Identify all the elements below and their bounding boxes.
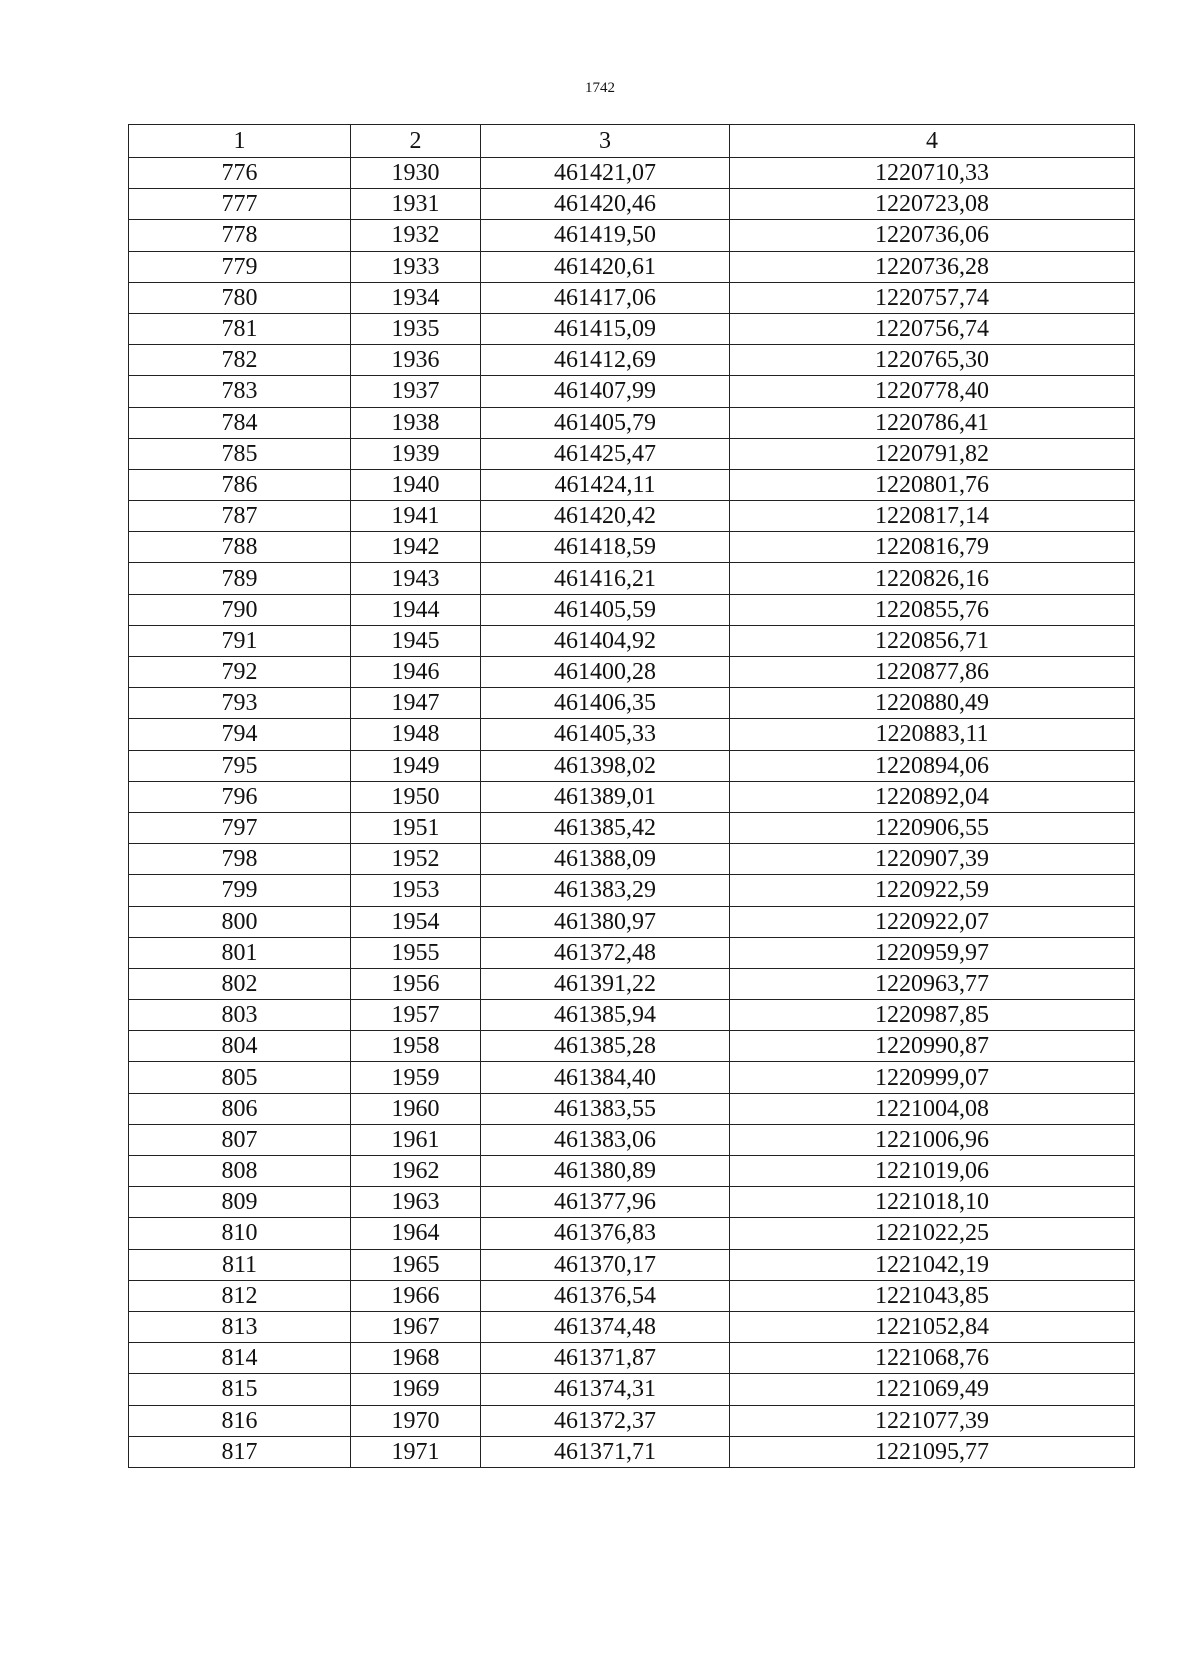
point-number-cell: 803 (129, 1000, 351, 1031)
point-number-cell: 809 (129, 1187, 351, 1218)
x-coordinate-cell: 461405,79 (481, 407, 730, 438)
point-number-cell: 787 (129, 501, 351, 532)
y-coordinate-cell: 1221077,39 (730, 1405, 1135, 1436)
y-coordinate-cell: 1220816,79 (730, 532, 1135, 563)
point-id-cell: 1953 (351, 875, 481, 906)
point-id-cell: 1961 (351, 1124, 481, 1155)
x-coordinate-cell: 461389,01 (481, 781, 730, 812)
y-coordinate-cell: 1221043,85 (730, 1280, 1135, 1311)
y-coordinate-cell: 1220922,07 (730, 906, 1135, 937)
table-row (129, 1374, 1135, 1405)
point-number-cell: 791 (129, 625, 351, 656)
x-coordinate-cell: 461416,21 (481, 563, 730, 594)
point-id-cell: 1966 (351, 1280, 481, 1311)
y-coordinate-cell: 1220723,08 (730, 189, 1135, 220)
table-row (129, 750, 1135, 781)
table-row (129, 1031, 1135, 1062)
point-id-cell: 1934 (351, 282, 481, 313)
table-row (129, 1062, 1135, 1093)
x-coordinate-cell: 461372,48 (481, 937, 730, 968)
point-id-cell: 1948 (351, 719, 481, 750)
table-row (129, 1436, 1135, 1467)
y-coordinate-cell: 1221052,84 (730, 1311, 1135, 1342)
point-number-cell: 795 (129, 750, 351, 781)
point-number-cell: 785 (129, 438, 351, 469)
x-coordinate-cell: 461385,28 (481, 1031, 730, 1062)
point-id-cell: 1968 (351, 1343, 481, 1374)
y-coordinate-cell: 1220817,14 (730, 501, 1135, 532)
x-coordinate-cell: 461405,33 (481, 719, 730, 750)
point-id-cell: 1969 (351, 1374, 481, 1405)
point-number-cell: 789 (129, 563, 351, 594)
point-number-cell: 810 (129, 1218, 351, 1249)
y-coordinate-cell: 1220922,59 (730, 875, 1135, 906)
column-header-1: 1 (129, 125, 351, 158)
point-id-cell: 1962 (351, 1156, 481, 1187)
y-coordinate-cell: 1221006,96 (730, 1124, 1135, 1155)
x-coordinate-cell: 461419,50 (481, 220, 730, 251)
x-coordinate-cell: 461412,69 (481, 345, 730, 376)
y-coordinate-cell: 1220801,76 (730, 469, 1135, 500)
point-number-cell: 790 (129, 594, 351, 625)
y-coordinate-cell: 1220892,04 (730, 781, 1135, 812)
y-coordinate-cell: 1221095,77 (730, 1436, 1135, 1467)
column-header-4: 4 (730, 125, 1135, 158)
table-row (129, 407, 1135, 438)
y-coordinate-cell: 1221022,25 (730, 1218, 1135, 1249)
point-id-cell: 1940 (351, 469, 481, 500)
x-coordinate-cell: 461415,09 (481, 313, 730, 344)
point-id-cell: 1950 (351, 781, 481, 812)
y-coordinate-cell: 1220987,85 (730, 1000, 1135, 1031)
x-coordinate-cell: 461420,61 (481, 251, 730, 282)
table-row (129, 469, 1135, 500)
point-id-cell: 1967 (351, 1311, 481, 1342)
point-id-cell: 1945 (351, 625, 481, 656)
x-coordinate-cell: 461391,22 (481, 968, 730, 999)
point-number-cell: 777 (129, 189, 351, 220)
point-number-cell: 793 (129, 688, 351, 719)
table-row (129, 812, 1135, 843)
point-id-cell: 1963 (351, 1187, 481, 1218)
x-coordinate-cell: 461371,87 (481, 1343, 730, 1374)
y-coordinate-cell: 1220710,33 (730, 158, 1135, 189)
y-coordinate-cell: 1221004,08 (730, 1093, 1135, 1124)
point-id-cell: 1946 (351, 657, 481, 688)
x-coordinate-cell: 461425,47 (481, 438, 730, 469)
table-header-row (129, 125, 1135, 158)
table-row (129, 625, 1135, 656)
table-row (129, 189, 1135, 220)
x-coordinate-cell: 461374,31 (481, 1374, 730, 1405)
point-id-cell: 1942 (351, 532, 481, 563)
point-number-cell: 796 (129, 781, 351, 812)
y-coordinate-cell: 1220855,76 (730, 594, 1135, 625)
y-coordinate-cell: 1220963,77 (730, 968, 1135, 999)
point-id-cell: 1949 (351, 750, 481, 781)
y-coordinate-cell: 1220778,40 (730, 376, 1135, 407)
y-coordinate-cell: 1221019,06 (730, 1156, 1135, 1187)
x-coordinate-cell: 461376,83 (481, 1218, 730, 1249)
point-id-cell: 1931 (351, 189, 481, 220)
point-id-cell: 1935 (351, 313, 481, 344)
point-number-cell: 813 (129, 1311, 351, 1342)
y-coordinate-cell: 1221018,10 (730, 1187, 1135, 1218)
y-coordinate-cell: 1220906,55 (730, 812, 1135, 843)
table-row (129, 1124, 1135, 1155)
point-id-cell: 1954 (351, 906, 481, 937)
point-number-cell: 808 (129, 1156, 351, 1187)
table-row (129, 875, 1135, 906)
table-row (129, 1093, 1135, 1124)
table-row (129, 1311, 1135, 1342)
point-number-cell: 806 (129, 1093, 351, 1124)
point-number-cell: 782 (129, 345, 351, 376)
point-id-cell: 1944 (351, 594, 481, 625)
table-row (129, 532, 1135, 563)
table-row (129, 345, 1135, 376)
y-coordinate-cell: 1220791,82 (730, 438, 1135, 469)
point-number-cell: 807 (129, 1124, 351, 1155)
point-number-cell: 783 (129, 376, 351, 407)
y-coordinate-cell: 1220907,39 (730, 844, 1135, 875)
x-coordinate-cell: 461398,02 (481, 750, 730, 781)
y-coordinate-cell: 1220736,06 (730, 220, 1135, 251)
point-id-cell: 1933 (351, 251, 481, 282)
table-row (129, 1187, 1135, 1218)
point-id-cell: 1970 (351, 1405, 481, 1436)
point-id-cell: 1952 (351, 844, 481, 875)
point-number-cell: 815 (129, 1374, 351, 1405)
x-coordinate-cell: 461418,59 (481, 532, 730, 563)
point-number-cell: 778 (129, 220, 351, 251)
x-coordinate-cell: 461404,92 (481, 625, 730, 656)
x-coordinate-cell: 461383,29 (481, 875, 730, 906)
point-number-cell: 800 (129, 906, 351, 937)
table-row (129, 688, 1135, 719)
point-number-cell: 798 (129, 844, 351, 875)
x-coordinate-cell: 461407,99 (481, 376, 730, 407)
table-row (129, 376, 1135, 407)
point-number-cell: 792 (129, 657, 351, 688)
table-row (129, 158, 1135, 189)
table-row (129, 501, 1135, 532)
point-id-cell: 1938 (351, 407, 481, 438)
table-row (129, 968, 1135, 999)
point-number-cell: 784 (129, 407, 351, 438)
point-number-cell: 779 (129, 251, 351, 282)
table-body (129, 158, 1135, 1468)
y-coordinate-cell: 1220990,87 (730, 1031, 1135, 1062)
table-row (129, 251, 1135, 282)
point-number-cell: 776 (129, 158, 351, 189)
table-row (129, 719, 1135, 750)
x-coordinate-cell: 461406,35 (481, 688, 730, 719)
x-coordinate-cell: 461385,94 (481, 1000, 730, 1031)
table-row (129, 844, 1135, 875)
point-id-cell: 1941 (351, 501, 481, 532)
x-coordinate-cell: 461384,40 (481, 1062, 730, 1093)
point-id-cell: 1958 (351, 1031, 481, 1062)
table-row (129, 657, 1135, 688)
table-row (129, 563, 1135, 594)
column-header-3: 3 (481, 125, 730, 158)
point-number-cell: 811 (129, 1249, 351, 1280)
point-number-cell: 786 (129, 469, 351, 500)
point-id-cell: 1951 (351, 812, 481, 843)
column-header-2: 2 (351, 125, 481, 158)
point-number-cell: 817 (129, 1436, 351, 1467)
y-coordinate-cell: 1221042,19 (730, 1249, 1135, 1280)
point-number-cell: 794 (129, 719, 351, 750)
point-number-cell: 804 (129, 1031, 351, 1062)
point-id-cell: 1939 (351, 438, 481, 469)
x-coordinate-cell: 461380,89 (481, 1156, 730, 1187)
point-number-cell: 801 (129, 937, 351, 968)
point-number-cell: 802 (129, 968, 351, 999)
x-coordinate-cell: 461371,71 (481, 1436, 730, 1467)
y-coordinate-cell: 1220756,74 (730, 313, 1135, 344)
x-coordinate-cell: 461380,97 (481, 906, 730, 937)
table-row (129, 282, 1135, 313)
table-row (129, 1000, 1135, 1031)
table-row (129, 1343, 1135, 1374)
coordinates-table (128, 124, 1135, 1468)
point-id-cell: 1932 (351, 220, 481, 251)
point-number-cell: 816 (129, 1405, 351, 1436)
page-number: 1742 (585, 80, 615, 96)
point-number-cell: 814 (129, 1343, 351, 1374)
point-id-cell: 1937 (351, 376, 481, 407)
y-coordinate-cell: 1220877,86 (730, 657, 1135, 688)
point-id-cell: 1971 (351, 1436, 481, 1467)
point-number-cell: 781 (129, 313, 351, 344)
x-coordinate-cell: 461421,07 (481, 158, 730, 189)
y-coordinate-cell: 1221069,49 (730, 1374, 1135, 1405)
table-row (129, 1156, 1135, 1187)
x-coordinate-cell: 461383,55 (481, 1093, 730, 1124)
x-coordinate-cell: 461424,11 (481, 469, 730, 500)
table-row (129, 1280, 1135, 1311)
x-coordinate-cell: 461385,42 (481, 812, 730, 843)
y-coordinate-cell: 1220880,49 (730, 688, 1135, 719)
point-id-cell: 1936 (351, 345, 481, 376)
y-coordinate-cell: 1220894,06 (730, 750, 1135, 781)
point-id-cell: 1964 (351, 1218, 481, 1249)
y-coordinate-cell: 1220959,97 (730, 937, 1135, 968)
point-number-cell: 805 (129, 1062, 351, 1093)
table-row (129, 1405, 1135, 1436)
point-number-cell: 788 (129, 532, 351, 563)
y-coordinate-cell: 1220883,11 (730, 719, 1135, 750)
point-number-cell: 780 (129, 282, 351, 313)
point-id-cell: 1959 (351, 1062, 481, 1093)
x-coordinate-cell: 461400,28 (481, 657, 730, 688)
x-coordinate-cell: 461374,48 (481, 1311, 730, 1342)
y-coordinate-cell: 1220786,41 (730, 407, 1135, 438)
table-row (129, 781, 1135, 812)
table-row (129, 937, 1135, 968)
point-id-cell: 1955 (351, 937, 481, 968)
x-coordinate-cell: 461420,46 (481, 189, 730, 220)
point-id-cell: 1957 (351, 1000, 481, 1031)
table-row (129, 438, 1135, 469)
y-coordinate-cell: 1220736,28 (730, 251, 1135, 282)
table-row (129, 313, 1135, 344)
y-coordinate-cell: 1220757,74 (730, 282, 1135, 313)
table-row (129, 1218, 1135, 1249)
x-coordinate-cell: 461420,42 (481, 501, 730, 532)
point-id-cell: 1965 (351, 1249, 481, 1280)
x-coordinate-cell: 461405,59 (481, 594, 730, 625)
table-row (129, 1249, 1135, 1280)
point-id-cell: 1943 (351, 563, 481, 594)
x-coordinate-cell: 461370,17 (481, 1249, 730, 1280)
x-coordinate-cell: 461383,06 (481, 1124, 730, 1155)
x-coordinate-cell: 461376,54 (481, 1280, 730, 1311)
point-id-cell: 1947 (351, 688, 481, 719)
point-id-cell: 1956 (351, 968, 481, 999)
y-coordinate-cell: 1220826,16 (730, 563, 1135, 594)
point-id-cell: 1960 (351, 1093, 481, 1124)
y-coordinate-cell: 1220765,30 (730, 345, 1135, 376)
x-coordinate-cell: 461377,96 (481, 1187, 730, 1218)
x-coordinate-cell: 461417,06 (481, 282, 730, 313)
y-coordinate-cell: 1220999,07 (730, 1062, 1135, 1093)
point-number-cell: 797 (129, 812, 351, 843)
x-coordinate-cell: 461372,37 (481, 1405, 730, 1436)
x-coordinate-cell: 461388,09 (481, 844, 730, 875)
y-coordinate-cell: 1221068,76 (730, 1343, 1135, 1374)
table-row (129, 594, 1135, 625)
y-coordinate-cell: 1220856,71 (730, 625, 1135, 656)
table-row (129, 220, 1135, 251)
point-number-cell: 799 (129, 875, 351, 906)
point-id-cell: 1930 (351, 158, 481, 189)
point-number-cell: 812 (129, 1280, 351, 1311)
table-row (129, 906, 1135, 937)
